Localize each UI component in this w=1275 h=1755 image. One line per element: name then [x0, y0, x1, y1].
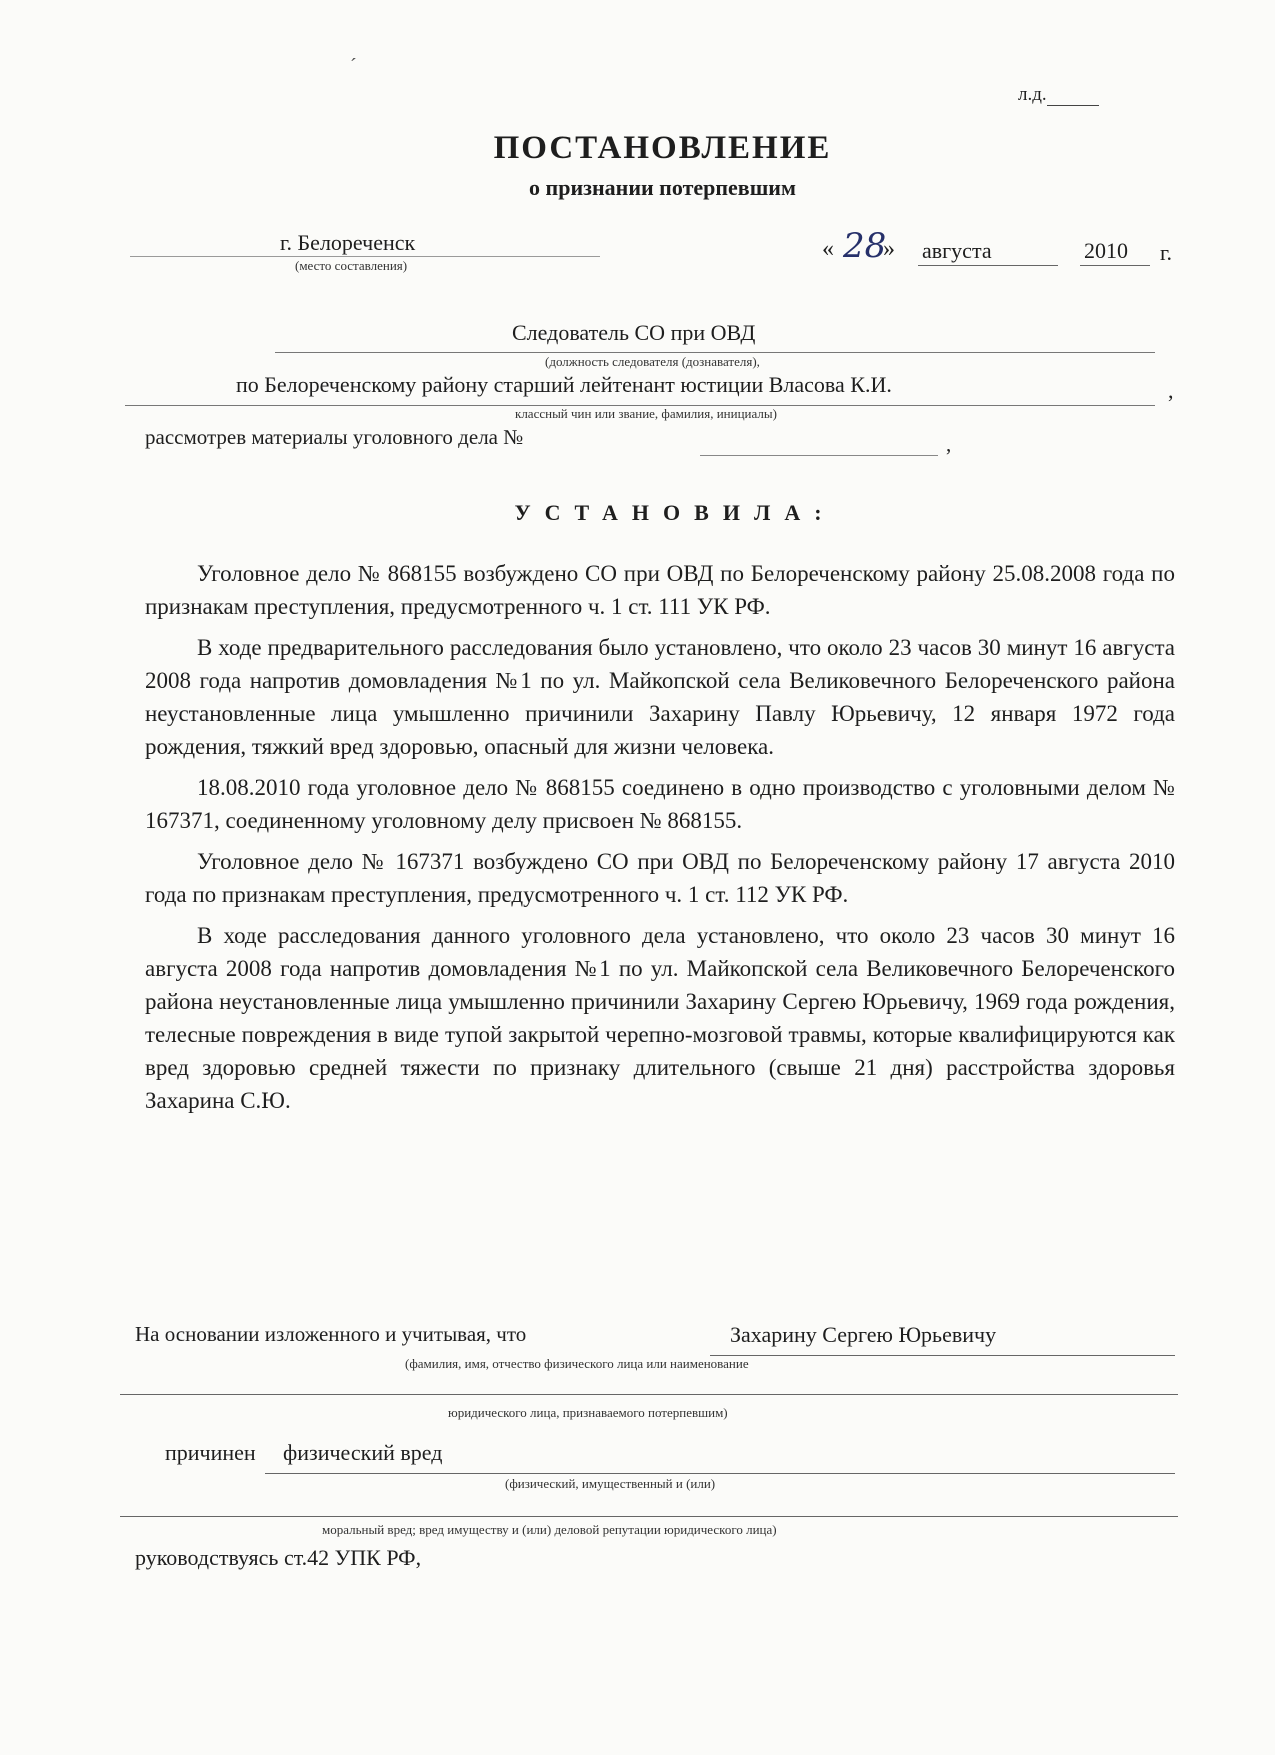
harm-type: физический вред: [283, 1440, 443, 1465]
year-underline: [1080, 265, 1150, 266]
document-title: ПОСТАНОВЛЕНИЕ: [493, 130, 832, 166]
position-underline: [275, 352, 1155, 353]
body-text: [145, 557, 1175, 1125]
sheet-number-label: л.д.: [1018, 84, 1047, 105]
investigator-rank-name: по Белореченскому району старший лейтенант юстиции Власова К.И.: [236, 372, 892, 397]
paragraph: Уголовное дело № 868155 возбуждено СО при ОВД по Белореченскому району 25.08.2008 года по признакам преступления, предусмотренного ч. 1 ст. 111 УК РФ.: [145, 561, 1175, 619]
place-value: г. Белореченск: [280, 230, 416, 255]
materials-text: рассмотрев материалы уголовного дела №: [145, 425, 524, 449]
victim-caption-1: (фамилия, имя, отчество физического лица или наименование: [405, 1356, 749, 1371]
place-caption: (место составления): [295, 258, 408, 273]
caused-label: причинен: [165, 1440, 256, 1465]
date-month: августа: [922, 238, 992, 263]
document-subtitle: о признании потерпевшим: [529, 175, 796, 200]
legal-entity-underline: [120, 1394, 1178, 1395]
harm-caption-1: (физический, имущественный и (или): [505, 1476, 716, 1491]
victim-underline: [710, 1355, 1175, 1356]
scan-mark: ˊ: [350, 55, 357, 77]
victim-name: Захарину Сергею Юрьевичу: [730, 1322, 997, 1347]
date-day-handwritten: 28: [843, 226, 887, 266]
sheet-number-blank: [1047, 87, 1099, 106]
harm-underline: [265, 1473, 1175, 1474]
paragraph: Уголовное дело № 167371 возбуждено СО при ОВД по Белореченскому району 17 августа 2010 года по признакам преступления, предусмотренного ч. 1 ст. 112 УК РФ.: [145, 849, 1175, 907]
moral-harm-underline: [120, 1516, 1178, 1517]
investigator-position: Следователь СО при ОВД: [512, 320, 756, 345]
section-heading: УСТАНОВИЛА:: [514, 500, 836, 525]
position-caption: (должность следователя (дознавателя),: [545, 354, 760, 369]
guided-by-text: руководствуясь ст.42 УПК РФ,: [135, 1545, 422, 1570]
harm-caption-2: моральный вред; вред имуществу и (или) деловой репутации юридического лица): [322, 1522, 777, 1537]
date-suffix: г.: [1160, 240, 1173, 265]
rank-caption: классный чин или звание, фамилия, инициалы): [515, 406, 777, 421]
materials-comma: ,: [946, 432, 952, 456]
basis-label: На основании изложенного и учитывая, что: [135, 1322, 527, 1346]
victim-caption-2: юридического лица, признаваемого потерпевшим): [448, 1405, 728, 1420]
month-underline: [918, 265, 1058, 266]
paragraph: 18.08.2010 года уголовное дело № 868155 соединено в одно производство с уголовными делом № 167371, соединенному уголовному делу присвоен № 868155.: [145, 775, 1175, 833]
date-close-quote: »: [883, 236, 895, 262]
sheet-number: [1018, 84, 1099, 106]
case-number-blank: [700, 455, 938, 456]
paragraph: В ходе расследования данного уголовного дела установлено, что около 23 часов 30 минут 16 августа 2008 года напротив домовладения №1 по ул. Майкопской села Великовечного Белореченского района неустановленные лица умышленно причинили Захарину Сергею Юрьевичу, 1969 года рождения, телесные повреждения в виде тупой закрытой черепно-мозговой травмы, которые квалифицируются как вред здоровью средней тяжести по признаку длительного (свыше 21 дня) расстройства здоровья Захарина С.Ю.: [145, 923, 1175, 1113]
paragraph: В ходе предварительного расследования было установлено, что около 23 часов 30 минут 16 августа 2008 года напротив домовладения №1 по ул. Майкопской села Великовечного Белореченского района неустановленные лица умышленно причинили Захарину Павлу Юрьевичу, 12 января 1972 года рождения, тяжкий вред здоровью, опасный для жизни человека.: [145, 635, 1175, 759]
date-open-quote: «: [822, 236, 834, 262]
date-year: 2010: [1084, 238, 1128, 263]
place-underline: [130, 256, 600, 257]
rank-comma: ,: [1168, 378, 1174, 403]
